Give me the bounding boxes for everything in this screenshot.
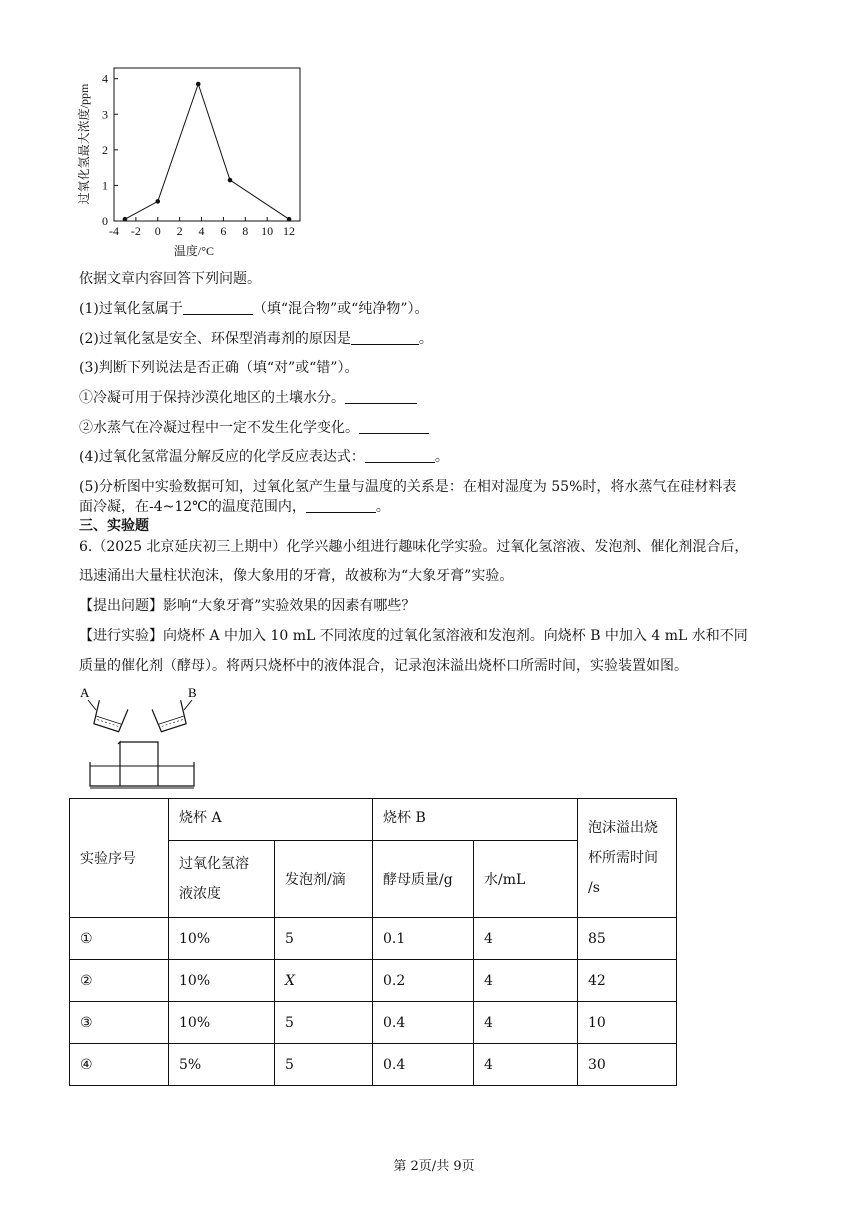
cell-foam: X	[275, 960, 373, 1002]
question-5-line-2	[79, 497, 390, 517]
page-footer: 第 2页/共 9页	[393, 1159, 475, 1174]
header-h2o2-line-2: 液浓度	[179, 886, 221, 902]
water-trough	[90, 762, 194, 788]
receiving-beaker	[118, 742, 158, 786]
cell-time: 30	[578, 1044, 677, 1086]
beaker-b-pointer	[184, 700, 192, 710]
question-5-end: 。	[375, 499, 390, 515]
section-title: 三、实验题	[79, 518, 149, 534]
header-yeast: 酵母质量/g	[373, 841, 474, 918]
cell-yeast: 0.4	[373, 1044, 474, 1086]
cell-foam: 5	[275, 1044, 373, 1086]
question-5-line-1: (5)分析图中实验数据可知，过氧化氢产生量与温度的关系是：在相对湿度为 55%时，将水蒸气在硅材料表	[79, 479, 737, 495]
answer-blank-3b[interactable]	[359, 419, 429, 434]
question-2-text: (2)过氧化氢是安全、环保型消毒剂的原因是	[79, 331, 351, 347]
cell-water: 4	[474, 960, 578, 1002]
question-1-hint: （填“混合物”或“纯净物”）。	[252, 301, 429, 317]
cell-h2o2: 5%	[169, 1044, 275, 1086]
experiment-tag: 【进行实验】	[79, 628, 163, 644]
header-water: 水/mL	[474, 841, 578, 918]
data-series-line	[125, 84, 289, 219]
y-axis-label: 过氧化氢最大浓度/ppm	[77, 83, 91, 205]
question-3: (3)判断下列说法是否正确（填“对”或“错”）。	[79, 360, 359, 376]
x-tick-label: 6	[220, 224, 227, 238]
table-row	[70, 960, 677, 1002]
answer-blank-3a[interactable]	[345, 389, 417, 404]
cell-yeast: 0.2	[373, 960, 474, 1002]
data-point	[123, 217, 128, 222]
x-tick-label: 12	[283, 224, 296, 238]
answer-blank-2[interactable]	[351, 330, 419, 345]
header-h2o2-line-1: 过氧化氢溶	[179, 856, 249, 872]
problem-statement	[79, 596, 415, 616]
x-tick-label: 10	[261, 224, 274, 238]
header-beaker-a: 烧杯 A	[169, 799, 373, 841]
question-4-text: (4)过氧化氢常温分解反应的化学反应表达式：	[79, 449, 365, 465]
cell-time: 42	[578, 960, 677, 1002]
table-row	[70, 1002, 677, 1044]
header-time-line-3: /s	[588, 880, 600, 896]
experiment-table	[69, 798, 677, 1086]
problem-tag: 【提出问题】	[79, 598, 163, 614]
question-3b	[79, 418, 429, 438]
cell-seq: ②	[70, 960, 169, 1002]
header-time-line-1: 泡沫溢出烧	[588, 820, 658, 836]
beaker-b-label: B	[188, 685, 197, 700]
cell-yeast: 0.4	[373, 1002, 474, 1044]
x-tick-label: -4	[109, 224, 119, 238]
intro-text: 依据文章内容回答下列问题。	[79, 271, 261, 287]
beaker-a	[92, 700, 128, 732]
y-tick-label: 1	[102, 178, 108, 193]
cell-h2o2: 10%	[169, 960, 275, 1002]
question-6-line-1: 6.（2025 北京延庆初三上期中）化学兴趣小组进行趣味化学实验。过氧化氢溶液、发泡剂、催化剂混合后，	[79, 539, 749, 555]
cell-time: 10	[578, 1002, 677, 1044]
chart-ticks	[102, 72, 295, 238]
x-axis-label: 温度/°C	[173, 244, 215, 258]
experiment-text-1: 向烧杯 A 中加入 10 mL 不同浓度的过氧化氢溶液和发泡剂。向烧杯 B 中加入 4 mL 水和不同	[163, 628, 748, 644]
question-4-end: 。	[434, 449, 449, 465]
header-h2o2	[169, 841, 275, 918]
x-tick-label: -2	[130, 224, 141, 238]
question-5-text: 面冷凝，在-4~12℃的温度范围内，	[79, 499, 306, 515]
beaker-a-label: A	[80, 685, 90, 700]
table-row	[70, 918, 677, 960]
y-tick-label: 4	[102, 71, 108, 86]
data-series-points	[123, 82, 292, 222]
beaker-a-pointer	[88, 700, 96, 710]
cell-h2o2: 10%	[169, 918, 275, 960]
question-3a-text: ①冷凝可用于保持沙漠化地区的土壤水分。	[79, 390, 345, 406]
data-point	[228, 178, 233, 183]
header-time	[578, 799, 677, 918]
table-row	[70, 1044, 677, 1086]
cell-water: 4	[474, 918, 578, 960]
cell-foam: 5	[275, 1002, 373, 1044]
answer-blank-4[interactable]	[365, 448, 435, 463]
answer-blank-5[interactable]	[306, 498, 376, 513]
header-beaker-b: 烧杯 B	[373, 799, 578, 841]
cell-seq: ④	[70, 1044, 169, 1086]
cell-foam: 5	[275, 918, 373, 960]
y-tick-label: 3	[102, 107, 108, 122]
x-tick-label: 2	[176, 224, 183, 238]
question-3b-text: ②水蒸气在冷凝过程中一定不发生化学变化。	[79, 420, 359, 436]
cell-time: 85	[578, 918, 677, 960]
data-point	[196, 82, 201, 87]
beaker-b	[152, 700, 188, 732]
data-point	[287, 217, 292, 222]
header-time-line-2: 杯所需时间	[588, 850, 658, 866]
question-3a	[79, 388, 417, 408]
cell-seq: ③	[70, 1002, 169, 1044]
question-2	[79, 329, 433, 349]
header-seq: 实验序号	[70, 799, 169, 918]
question-4	[79, 447, 449, 467]
experiment-line-2: 质量的催化剂（酵母）。将两只烧杯中的液体混合，记录泡沫溢出烧杯口所需时间，实验装置如图。	[79, 658, 688, 674]
question-1	[79, 299, 428, 319]
question-2-end: 。	[418, 331, 433, 347]
temperature-peroxide-chart	[74, 62, 314, 262]
chart-frame	[114, 68, 300, 221]
problem-text: 影响“大象牙膏”实验效果的因素有哪些？	[163, 598, 416, 614]
cell-yeast: 0.1	[373, 918, 474, 960]
experiment-line-1	[79, 626, 748, 646]
cell-water: 4	[474, 1002, 578, 1044]
x-tick-label: 8	[242, 224, 249, 238]
y-tick-label: 2	[102, 142, 108, 157]
cell-h2o2: 10%	[169, 1002, 275, 1044]
data-point	[155, 199, 160, 204]
answer-blank-1[interactable]	[183, 300, 253, 315]
y-tick-label: 0	[102, 214, 108, 228]
table-header-row-1	[70, 799, 677, 841]
x-tick-label: 4	[198, 224, 205, 238]
apparatus-figure	[76, 684, 208, 790]
question-6-line-2: 迅速涌出大量柱状泡沫，像大象用的牙膏，故被称为“大象牙膏”实验。	[79, 568, 514, 584]
question-1-text: (1)过氧化氢属于	[79, 301, 183, 317]
cell-water: 4	[474, 1044, 578, 1086]
cell-seq: ①	[70, 918, 169, 960]
header-foam: 发泡剂/滴	[275, 841, 373, 918]
x-tick-label: 0	[154, 224, 161, 238]
